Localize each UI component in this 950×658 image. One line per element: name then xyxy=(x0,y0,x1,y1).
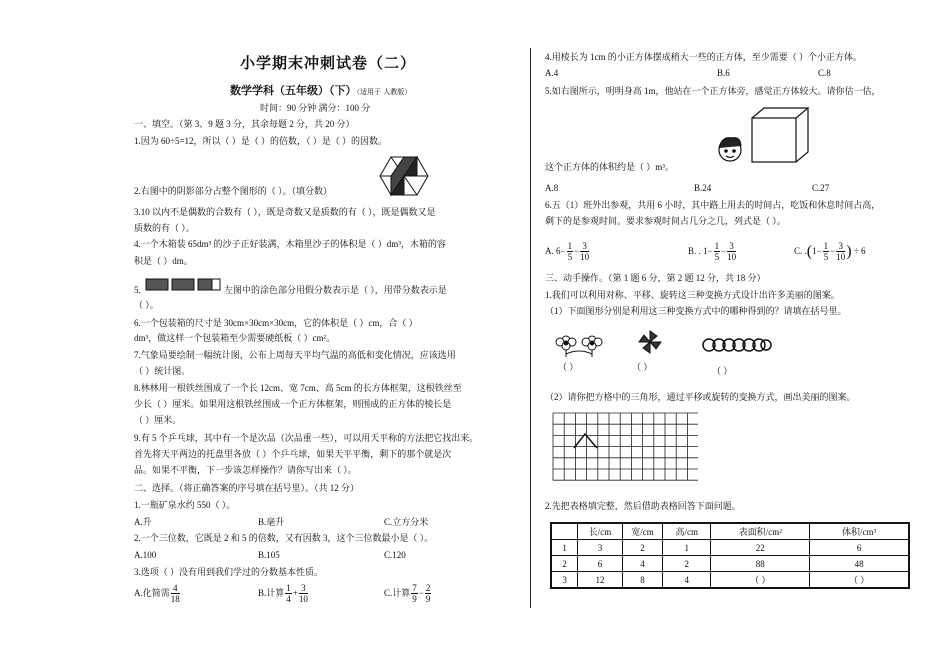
denominator: 18 xyxy=(170,594,180,605)
numerator: 1 xyxy=(714,241,720,252)
fraction xyxy=(727,241,736,262)
s1-q4-line2: 积是（ ）dm。 xyxy=(134,256,193,266)
s1-q8-line1: 8.林林用一根铁丝围成了一个长 12cm、宽 7cm、高 5cm 的长方体框架，这根铁丝至 xyxy=(134,383,462,393)
denominator: 5 xyxy=(823,252,829,263)
chain-translation-figure xyxy=(702,337,772,353)
table-cell: 12 xyxy=(578,572,622,589)
numerator: 3 xyxy=(836,241,845,252)
s1-q2: 2.右图中的阴影部分占整个图形的（ ）。（填分数） xyxy=(134,186,333,196)
table-cell: 1 xyxy=(551,540,578,556)
shaded-rectangles-figure xyxy=(145,278,223,291)
s2-q2-option-c: C.120 xyxy=(384,550,406,560)
r-q6-line1: 6.五（1）班外出参观，共用 6 小时，其中路上用去的时间占，吃饭和休息时间占高， xyxy=(545,200,881,210)
fraction xyxy=(299,583,308,604)
r-q4-option-b: B.6 xyxy=(717,68,730,78)
s3-q2: 2.先把表格填完整，然后借助表格回答下面问题。 xyxy=(545,501,741,511)
s3-q1: 1.我们可以利用对称、平移、旋转这三种变换方式设计出许多美丽的图案。 xyxy=(545,290,840,300)
page-subtitle xyxy=(230,82,411,98)
option-c-label: C.计算 xyxy=(384,588,411,598)
header-cell: 长/cm xyxy=(578,523,622,540)
header-cell: 体积/cm³ xyxy=(810,523,909,540)
divide-tail: ÷ 6 xyxy=(853,246,866,256)
s1-q1: 1.因为 60÷5=12，所以（ ）是（ ）的倍数，（ ）是（ ）的因数。 xyxy=(134,136,388,146)
fraction xyxy=(567,241,574,262)
numerator: 2 xyxy=(425,583,431,594)
s1-q3-line1: 3.10 以内不是偶数的合数有（ ），既是奇数又是质数的有（ ），既是偶数又是 xyxy=(134,207,436,217)
boy-and-cube-illustration xyxy=(714,106,810,168)
denominator: 10 xyxy=(298,594,308,605)
fraction xyxy=(714,241,721,262)
option-b-label: B.计算 xyxy=(258,588,285,598)
pattern3-answer: （ ） xyxy=(712,366,733,376)
s1-q5-line2: （ ）。 xyxy=(134,300,159,310)
table-row xyxy=(551,540,909,556)
numerator: 4 xyxy=(171,583,180,594)
option-a-label: A. 6− xyxy=(545,246,566,256)
table-cell: 1 xyxy=(663,540,711,556)
r-q5-line2: 这个正方体的体积约是（ ）m³。 xyxy=(545,162,674,172)
section3-heading: 三、动手操作。（第 1 题 6 分，第 2 题 12 分，共 18 分） xyxy=(545,273,766,283)
column-divider xyxy=(530,48,531,608)
pinwheel-rotation-figure xyxy=(638,330,662,354)
s1-q9-line1: 9.有 5 个乒乓球，其中有一个是次品（次品重一些），可以用天平称的方法把它找出来。 xyxy=(134,433,479,443)
numerator: 7 xyxy=(412,583,417,594)
denominator: 10 xyxy=(727,252,737,263)
r-q5-line1: 5.如右图所示，明明身高 1m，他站在一个正方体旁，感觉正方体较大。请你估一估， xyxy=(545,86,881,96)
section1-heading: 一、填空。（第 3、9 题 3 分，其余每题 2 分，共 20 分） xyxy=(134,119,355,129)
r-q6-option-b xyxy=(688,240,737,262)
table-answer-blank[interactable]: （ ） xyxy=(810,572,909,589)
denominator: 9 xyxy=(425,594,431,605)
table-cell: 2 xyxy=(622,540,662,556)
fraction xyxy=(285,583,292,604)
s3-q1-sub1: （1）下面图形分别是利用这三种变换方式中的哪种得到的？请填在括号里。 xyxy=(545,306,847,316)
s1-q6-line1: 6.一个包装箱的尺寸是 30cm×30cm×30cm，它的体积是（ ）cm，合（ ） xyxy=(134,318,418,328)
option-a-label: A.化简需 xyxy=(134,588,170,598)
table-cell: 48 xyxy=(810,556,909,572)
s2-q1-option-b: B.毫升 xyxy=(258,517,285,527)
s3-q1-sub2: （2）请你把方格中的三角形，通过平移或旋转的变换方式，画出美丽的图案。 xyxy=(545,392,856,402)
denominator: 5 xyxy=(714,252,720,263)
table-cell: 2 xyxy=(663,556,711,572)
s1-q4-line1: 4.一个木箱装 65dm³ 的沙子正好装满，木箱里沙子的体积是（ ）dm³，木箱的容 xyxy=(134,239,446,249)
table-row xyxy=(551,572,909,589)
operator: − xyxy=(830,246,836,256)
table-answer-blank[interactable]: （ ） xyxy=(711,572,810,589)
table-row xyxy=(551,556,909,572)
fraction xyxy=(836,241,845,262)
s1-q8-line2: 少长（ ）厘米。如果用这根铁丝围成一个正方体框架，则围成的正方体的棱长是 xyxy=(134,399,452,409)
r-q4: 4.用棱长为 1cm 的小正方体摆成稍大一些的正方体，至少需要（ ）个小正方体。 xyxy=(545,52,862,62)
header-cell: 表面积/cm² xyxy=(711,523,810,540)
s1-q9-line2: 首先将天平两边的托盘里各放（ ）个乒乓球，如果天平平衡，剩下的那个就是次 xyxy=(134,449,452,459)
option-c-label: C. . xyxy=(794,246,807,256)
header-cell: 高/cm xyxy=(663,523,711,540)
grid-drawing-area[interactable] xyxy=(552,412,698,482)
table-cell: 4 xyxy=(663,572,711,589)
s1-q7-line1: 7.气象局要绘制一幅统计图，公布上周每天平均气温的高低和变化情况，应该选用 xyxy=(134,350,456,360)
fraction xyxy=(411,583,418,604)
s1-q8-line3: （ ）厘米。 xyxy=(134,415,182,425)
pattern2-answer: （ ） xyxy=(632,362,653,372)
table-cell: 4 xyxy=(622,556,662,572)
s2-q2-option-a: A.100 xyxy=(134,550,157,560)
table-cell: 3 xyxy=(551,572,578,589)
denominator: 10 xyxy=(836,252,846,263)
pattern1-answer: （ ） xyxy=(558,362,579,372)
table-cell: 22 xyxy=(711,540,810,556)
option-b-label: B. . 1− xyxy=(688,246,713,256)
numerator: 1 xyxy=(286,583,291,594)
s2-q3-option-a xyxy=(134,582,181,604)
s1-q9-line3: 品。如果不平衡，下一步该怎样操作？请你写出来（ ）。 xyxy=(134,465,357,475)
s2-q3-option-b xyxy=(258,582,309,604)
operator: + xyxy=(292,588,298,598)
denominator: 10 xyxy=(580,252,590,263)
r-q5-option-b: B.24 xyxy=(694,183,712,193)
numerator: 3 xyxy=(580,241,589,252)
r-q4-option-c: C.8 xyxy=(818,68,831,78)
s1-q6-line2: dm³，做这样一个包装箱至少需要硬纸板（ ）cm²。 xyxy=(134,333,336,343)
fraction xyxy=(823,241,830,262)
s2-q1-option-c: C.立方分米 xyxy=(384,517,429,527)
table-cell: 6 xyxy=(810,540,909,556)
header-cell xyxy=(551,523,578,540)
one-minus: 1− xyxy=(812,246,822,256)
table-header-row xyxy=(551,523,909,540)
numerator: 3 xyxy=(299,583,308,594)
operator: − xyxy=(721,246,727,256)
s2-q3: 3.选项（ ）没有用到我们学过的分数基本性质。 xyxy=(134,567,324,577)
r-q6-line2: 剩下的是参观时间。要求参观时间占几分之几，列式是（ ）。 xyxy=(545,216,786,226)
r-q5-option-c: C.27 xyxy=(812,183,830,193)
shaded-hexagon-figure xyxy=(378,155,430,197)
fraction xyxy=(171,583,180,604)
fraction xyxy=(425,583,432,604)
s1-q7-line2: （ ）统计图。 xyxy=(134,366,191,376)
denominator: 5 xyxy=(567,252,573,263)
s1-q5-line1: 左图中的涂色部分用假分数表示是（ ），用带分数表示是 xyxy=(224,285,447,295)
section2-heading: 二、选择。（将正确答案的序号填在括号里）。（共 12 分） xyxy=(134,483,360,493)
r-q6-option-a xyxy=(545,240,590,262)
s2-q3-option-c xyxy=(384,582,432,604)
operator: − xyxy=(418,588,424,598)
table-cell: 2 xyxy=(551,556,578,572)
table-cell: 6 xyxy=(578,556,622,572)
denominator: 9 xyxy=(412,594,417,605)
s2-q1: 1.一瓶矿泉水约 550（ ）。 xyxy=(134,500,236,510)
triangle-shape xyxy=(574,434,597,448)
table-cell: 8 xyxy=(622,572,662,589)
s2-q2: 2.一个三位数，它既是 2 和 5 的倍数，又有因数 3，这个三位数最小是（ ）。 xyxy=(134,533,434,543)
subtitle-text: 数学学科（五年级）（下） xyxy=(230,84,357,97)
s1-q5-number: 5. xyxy=(134,285,141,295)
flower-symmetry-figure xyxy=(554,330,604,358)
table-cell: 88 xyxy=(711,556,810,572)
header-cell: 宽/cm xyxy=(622,523,662,540)
numerator: 3 xyxy=(727,241,736,252)
subtitle-note: （适用于 人教版） xyxy=(356,88,412,96)
cuboid-table xyxy=(550,522,910,589)
time-info: 时间：90 分钟 满分：100 分 xyxy=(260,103,371,113)
fraction xyxy=(580,241,589,262)
s2-q1-option-a: A.升 xyxy=(134,517,152,527)
numerator: 1 xyxy=(567,241,573,252)
numerator: 1 xyxy=(823,241,829,252)
page-title: 小学期末冲刺试卷（二） xyxy=(240,54,417,72)
r-q5-option-a: A.8 xyxy=(545,183,559,193)
table-cell: 3 xyxy=(578,540,622,556)
r-q6-option-c: C. .(1− $\frac{1}{5}$ − $\frac{3}{10}$ ) ÷ 6 xyxy=(794,241,866,263)
denominator: 4 xyxy=(286,594,291,605)
s2-q2-option-b: B.105 xyxy=(258,550,280,560)
operator: − xyxy=(574,246,580,256)
r-q4-option-a: A.4 xyxy=(545,68,559,78)
s1-q3-line2: 质数的有（ ）。 xyxy=(134,223,195,233)
